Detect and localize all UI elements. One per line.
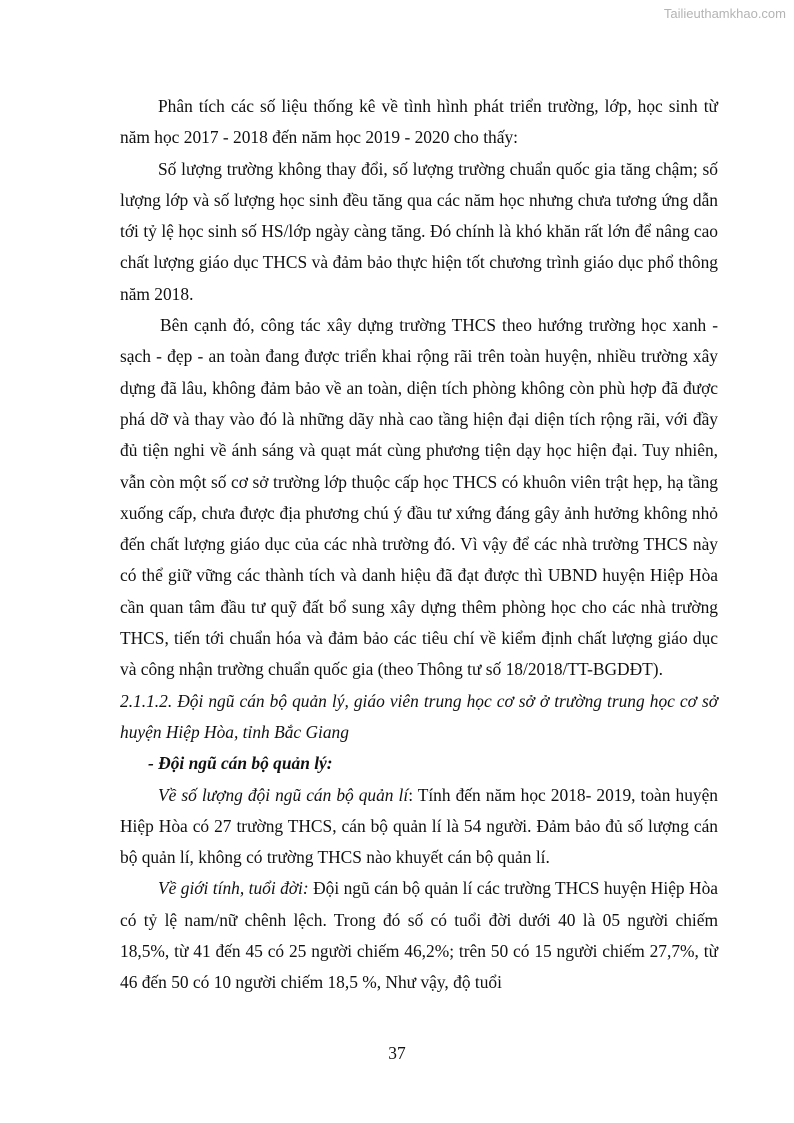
gender-age-text: Đội ngũ cán bộ quản lí các trường THCS huyện Hiệp Hòa có tỷ lệ nam/nữ chênh lệch. Trong đó số có tuổi đời dưới 40 là 05 người chiếm 18,5%, từ 41 đến 45 có 25 người chiếm 46,2%; trên 50 có 15 người chiếm 27,7%, từ 46 đến 50 có 10 người chiếm 18,5 %, Như vậy, độ tuổi	[120, 878, 718, 993]
paragraph-statistics-intro: Phân tích các số liệu thống kê về tình hình phát triển trường, lớp, học sinh từ năm học 2017 - 2018 đến năm học 2019 - 2020 cho thấy:	[120, 96, 718, 148]
quantity-text: : Tính đến năm học 2018- 2019, toàn huyện Hiệp Hòa có 27 trường THCS, cán bộ quản lí là 54 người. Đảm bảo đủ số lượng cán bộ quản lí, không có trường THCS nào khuyết cán bộ quản lí.	[120, 784, 718, 868]
document-body	[120, 91, 718, 999]
paragraph-staff-quantity	[120, 780, 718, 874]
paragraph-school-building: Bên cạnh đó, công tác xây dựng trường THCS theo hướng trường học xanh - sạch - đẹp - an toàn đang được triển khai rộng rãi trên toàn huyện, nhiều trường xây dựng đã lâu, không đảm bảo về an toàn, diện tích phòng không còn phù hợp đã được phá dỡ và thay vào đó là những dãy nhà cao tầng hiện đại diện tích rộng rãi, với đầy đủ tiện nghi về ánh sáng và quạt mát cùng phương tiện dạy học hiện đại. Tuy nhiên, vẫn còn một số cơ sở trường lớp thuộc cấp học THCS có khuôn viên trật hẹp, hạ tầng xuống cấp, chưa được địa phương chú ý đầu tư xứng đáng gây ảnh hưởng không nhỏ đến chất lượng giáo dục của các nhà trường đó. Vì vậy để các nhà trường THCS này có thể giữ vững các thành tích và danh hiệu đã đạt được thì UBND huyện Hiệp Hòa cần quan tâm đầu tư quỹ đất bổ sung xây dựng thêm phòng học cho các nhà trường THCS, tiến tới chuẩn hóa và đảm bảo các tiêu chí về kiểm định chất lượng giáo dục và công nhận trường chuẩn quốc gia (theo Thông tư số 18/2018/TT-BGDĐT).	[120, 315, 718, 680]
watermark-text: Tailieuthamkhao.com	[663, 6, 786, 21]
quantity-lead: Về số lượng đội ngũ cán bộ quản lí	[158, 784, 409, 805]
gender-age-lead: Về giới tính, tuổi đời:	[158, 878, 309, 899]
paragraph-school-numbers: Số lượng trường không thay đổi, số lượng trường chuẩn quốc gia tăng chậm; số lượng lớp và số lượng học sinh đều tăng qua các năm học nhưng chưa tương ứng dẫn tới tỷ lệ học sinh số HS/lớp ngày càng tăng. Đó chính là khó khăn rất lớn để nâng cao chất lượng giáo dục THCS và đảm bảo thực hiện tốt chương trình giáo dục phổ thông năm 2018.	[120, 158, 718, 304]
section-heading: 2.1.1.2. Đội ngũ cán bộ quản lý, giáo viên trung học cơ sở ở trường trung học cơ sở huyện Hiệp Hòa, tỉnh Bắc Giang	[120, 690, 718, 742]
page-number: 37	[388, 1043, 406, 1063]
sub-heading-management-staff: - Đội ngũ cán bộ quản lý:	[148, 753, 333, 774]
paragraph-gender-age	[120, 873, 718, 998]
